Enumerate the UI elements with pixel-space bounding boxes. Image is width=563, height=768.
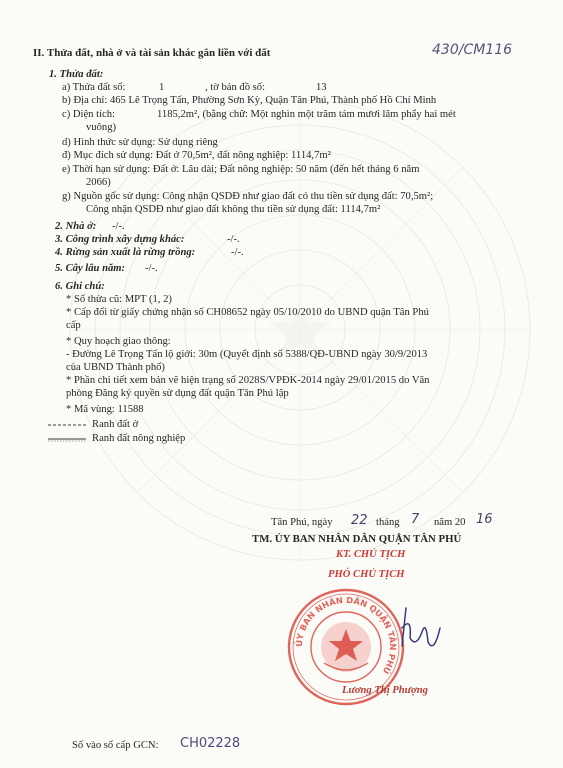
role-line-2: PHÓ CHỦ TỊCH: [328, 569, 405, 580]
forest-label: 4. Rừng sản xuất là rừng trồng:: [55, 247, 196, 258]
residential-boundary-label: Ranh đất ở: [92, 419, 139, 430]
month-label: tháng: [376, 517, 400, 528]
construction-value: -/-.: [227, 234, 240, 245]
map-sheet-label: , tờ bản đồ số:: [205, 82, 266, 93]
house-label: 2. Nhà ở:: [55, 221, 97, 232]
usage-purpose: đ) Mục đích sử dụng: Đất ở 70,5m², đất nông nghiệp: 1114,7m²: [62, 150, 331, 161]
area-value: 1185,2m², (bằng chữ: Một nghìn một trăm tám mươi lăm phẩy hai mét: [157, 109, 456, 120]
plot-number-label: a) Thửa đất số:: [62, 82, 126, 93]
note-line: * Phần chi tiết xem bản vẽ hiện trạng số 2028S/VPĐK-2014 ngày 29/01/2015 do Văn: [66, 375, 430, 386]
date-place: Tân Phú, ngày: [271, 517, 333, 528]
note-line: của UBND Thành phố): [66, 362, 165, 373]
note-line: * Quy hoạch giao thông:: [66, 336, 171, 347]
notes-heading: 6. Ghi chú:: [55, 281, 105, 292]
perennial-value: -/-.: [145, 263, 158, 274]
handwritten-code: 430/CM116: [432, 42, 513, 58]
agricultural-boundary-label: Ranh đất nông nghiệp: [92, 433, 186, 444]
map-sheet-value: 13: [316, 82, 327, 93]
usage-origin: g) Nguồn gốc sử dụng: Công nhận QSDĐ như giao đất có thu tiền sử dụng đất: 70,5m²;: [62, 191, 434, 202]
sign-year: 16: [476, 512, 493, 527]
usage-form: d) Hình thức sử dụng: Sử dụng riêng: [62, 137, 218, 148]
agricultural-boundary-symbol: [48, 433, 86, 443]
address-line: b) Địa chỉ: 465 Lê Trọng Tấn, Phường Sơn Kỳ, Quận Tân Phú, Thành phố Hồ Chí Minh: [62, 95, 437, 106]
section-title: II. Thửa đất, nhà ở và tài sản khác gắn liền với đất: [33, 47, 271, 59]
residential-boundary-symbol: [48, 419, 86, 429]
register-label: Số vào sổ cấp GCN:: [72, 740, 159, 751]
usage-origin-cont: Công nhận QSDĐ như giao đất không thu tiền sử dụng đất: 1114,7m²: [86, 204, 381, 215]
note-line: * Mã vùng: 11588: [66, 404, 144, 415]
handwritten-signature: [392, 598, 452, 658]
role-line-1: KT. CHỦ TỊCH: [336, 549, 406, 560]
usage-term-cont: 2066): [86, 177, 111, 188]
perennial-label: 5. Cây lâu năm:: [55, 263, 126, 274]
note-line: - Đường Lê Trọng Tấn lộ giới: 30m (Quyết định số 5388/QĐ-UBND ngày 30/9/2013: [66, 349, 428, 360]
sign-day: 22: [351, 513, 368, 528]
area-label: c) Diện tích:: [62, 109, 115, 120]
construction-label: 3. Công trình xây dựng khác:: [55, 234, 185, 245]
seal-text: ỦY BAN NHÂN DÂN QUẬN TÂN PHÚ: [293, 594, 399, 676]
note-line: * Số thửa cũ: MPT (1, 2): [66, 294, 172, 305]
land-plot-heading: 1. Thửa đất:: [49, 69, 104, 80]
forest-value: -/-.: [231, 247, 244, 258]
plot-number-value: 1: [159, 82, 165, 93]
register-number: CH02228: [180, 736, 241, 751]
house-value: -/-.: [112, 221, 125, 232]
sign-month: 7: [411, 512, 420, 527]
usage-term: e) Thời hạn sử dụng: Đất ở: Lâu dài; Đất nông nghiệp: 50 năm (đến hết tháng 6 năm: [62, 164, 420, 175]
area-value-cont: vuông): [86, 122, 117, 133]
signer-name: Lương Thị Phượng: [342, 685, 428, 696]
note-line: * Cấp đổi từ giấy chứng nhận số CH08652 ngày 05/10/2010 do UBND quận Tân Phú: [66, 307, 429, 318]
note-line: cấp: [66, 320, 81, 331]
year-label: năm 20: [434, 517, 466, 528]
issuing-org: TM. ỦY BAN NHÂN DÂN QUẬN TÂN PHÚ: [252, 533, 462, 545]
note-line: phòng Đăng ký quyền sử dụng đất quận Tân Phú lập: [66, 388, 289, 399]
